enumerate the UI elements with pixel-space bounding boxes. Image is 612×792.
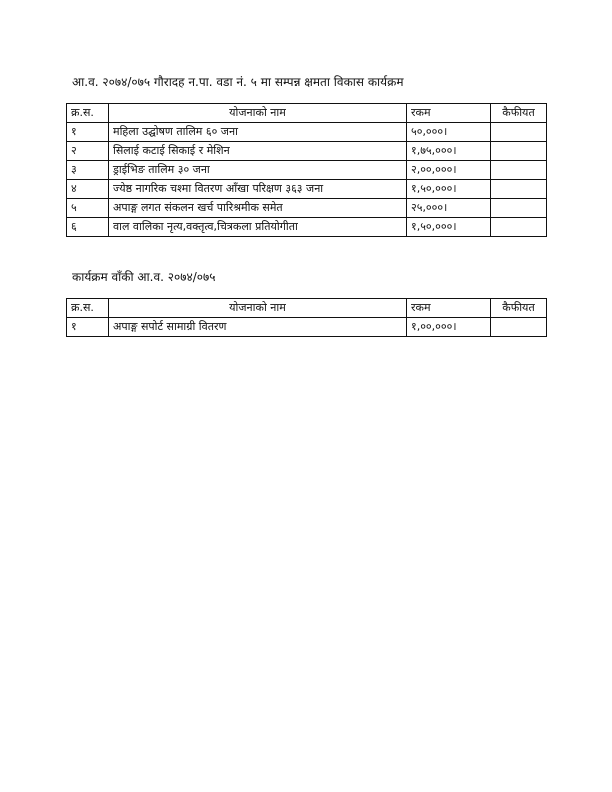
header-remark: कैफीयत [491, 104, 547, 123]
cell-serial-number: ४ [67, 180, 109, 199]
header-amount: रकम [407, 104, 491, 123]
cell-serial-number: १ [67, 318, 109, 337]
cell-plan-name: अपाङ्ग लगत संकलन खर्च पारिश्रमीक समेत [109, 199, 407, 218]
cell-amount: ५०,०००। [407, 123, 491, 142]
table-row [67, 218, 547, 237]
cell-amount: १,५०,०००। [407, 218, 491, 237]
cell-amount: २,००,०००। [407, 161, 491, 180]
cell-plan-name: अपाङ्ग सपोर्ट सामाग्री वितरण [109, 318, 407, 337]
cell-plan-name: महिला उद्घोषण तालिम ६० जना [109, 123, 407, 142]
cell-amount: २५,०००। [407, 199, 491, 218]
cell-serial-number: ६ [67, 218, 109, 237]
cell-remark [491, 199, 547, 218]
cell-remark [491, 161, 547, 180]
cell-serial-number: ५ [67, 199, 109, 218]
cell-plan-name: सिलाई कटाई सिकाई र मेशिन [109, 142, 407, 161]
header-amount: रकम [407, 299, 491, 318]
table-row [67, 142, 547, 161]
cell-remark [491, 318, 547, 337]
cell-amount: १,५०,०००। [407, 180, 491, 199]
cell-plan-name: ज्येष्ठ नागरिक चश्मा वितरण आँखा परिक्षण ३६३ जना [109, 180, 407, 199]
table-row [67, 161, 547, 180]
cell-remark [491, 180, 547, 199]
table-header-row [67, 299, 547, 318]
cell-serial-number: २ [67, 142, 109, 161]
section-2-title: कार्यक्रम वाँकी आ.व. २०७४/०७५ [72, 270, 216, 284]
header-plan-name: योजनाको नाम [109, 299, 407, 318]
cell-plan-name: वाल वालिका नृत्य,वक्तृत्व,चित्रकला प्रतियोगीता [109, 218, 407, 237]
table-header-row [67, 104, 547, 123]
cell-amount: १,००,०००। [407, 318, 491, 337]
section-1-title: आ.व. २०७४/०७५ गौरादह न.पा. वडा नं. ५ मा सम्पन्न क्षमता विकास कार्यक्रम [72, 75, 404, 89]
completed-programs-table [66, 103, 547, 237]
cell-amount: १,७५,०००। [407, 142, 491, 161]
header-serial-number: क्र.स. [67, 299, 109, 318]
cell-serial-number: १ [67, 123, 109, 142]
cell-remark [491, 123, 547, 142]
header-remark: कैफीयत [491, 299, 547, 318]
table-row [67, 318, 547, 337]
header-plan-name: योजनाको नाम [109, 104, 407, 123]
cell-remark [491, 142, 547, 161]
pending-programs-table [66, 298, 547, 337]
table-row [67, 180, 547, 199]
table-row [67, 199, 547, 218]
table-row [67, 123, 547, 142]
header-serial-number: क्र.स. [67, 104, 109, 123]
cell-remark [491, 218, 547, 237]
cell-plan-name: ड्राईभिङ तालिम ३० जना [109, 161, 407, 180]
cell-serial-number: ३ [67, 161, 109, 180]
